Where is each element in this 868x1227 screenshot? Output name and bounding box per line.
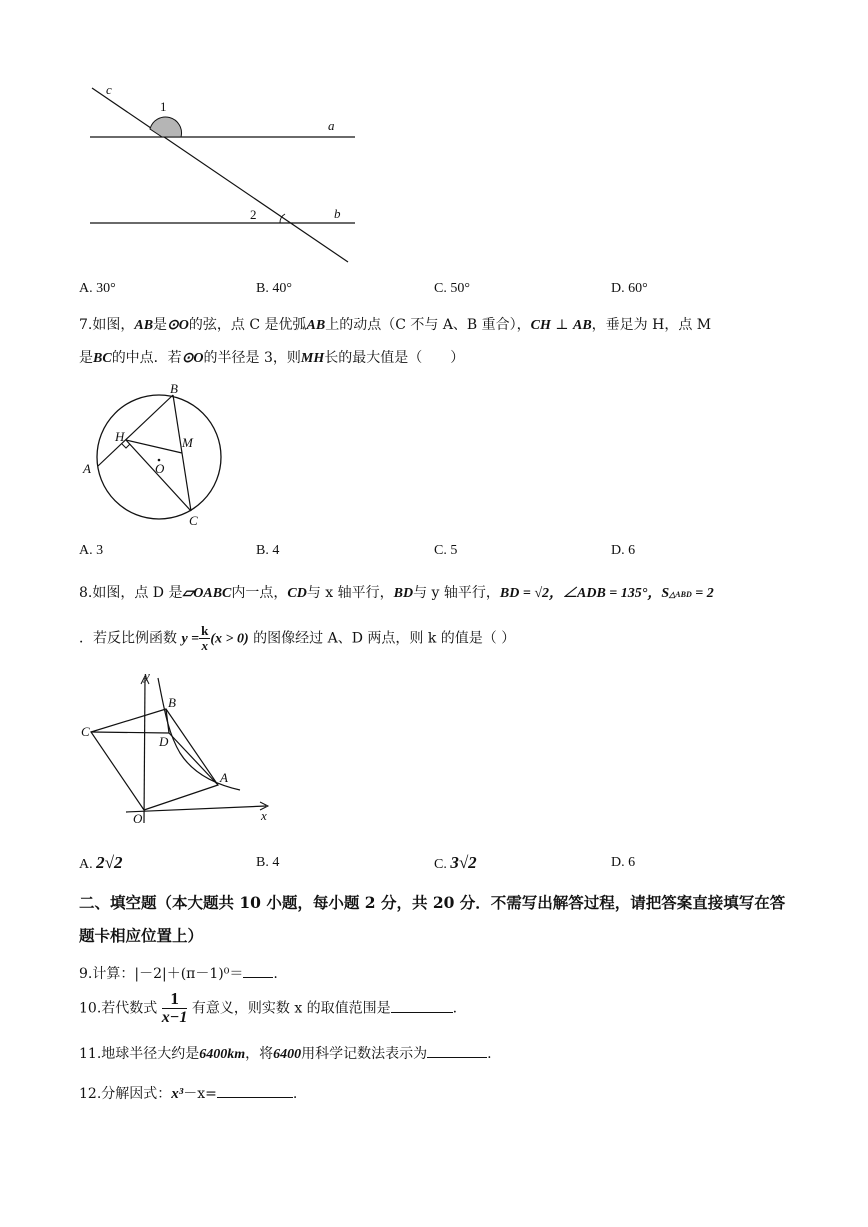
q6-option-b: B. 40° (256, 281, 292, 296)
parallelogram-oabc (91, 709, 218, 810)
q6-option-a: A. 30° (79, 281, 116, 296)
q7-option-a: A. 3 (79, 543, 104, 558)
figure-parallel-lines (80, 80, 370, 270)
segment-cd (91, 732, 169, 733)
label-y: y (144, 668, 150, 683)
q9: 9.计算：|－2|＋(π－1)⁰＝ . (79, 963, 278, 983)
q7-option-b: B. 4 (256, 543, 280, 558)
label-c: c (106, 82, 112, 97)
segment-hm (126, 440, 182, 453)
q11-blank[interactable] (427, 1043, 487, 1058)
label-angle-1: 1 (160, 99, 167, 114)
label-x: x (261, 808, 267, 823)
q8-option-c: C. 3√2 (434, 853, 477, 872)
q8-line-1: 8.如图，点 D 是▱OABC内一点，CD与 x 轴平行，BD与 y 轴平行，BD = √2，∠ADB = 135°，S△ABD = 2 (79, 585, 714, 601)
label-D: D (159, 734, 169, 749)
figure-coordinate (78, 668, 278, 828)
q8-option-d: D. 6 (611, 855, 636, 870)
q8-option-b: B. 4 (256, 855, 280, 870)
label-A: A (220, 770, 228, 785)
label-B: B (170, 381, 178, 396)
label-M: M (182, 435, 193, 450)
q10-blank[interactable] (391, 998, 453, 1013)
q6-option-d: D. 60° (611, 281, 648, 296)
label-O: O (133, 811, 143, 826)
label-C: C (189, 513, 198, 528)
q10: 10.若代数式 $\frac{1}{x-1}$ 有意义，则实数 x 的取值范围是 . (79, 989, 458, 1026)
q12-blank[interactable] (217, 1083, 293, 1098)
label-A: A (83, 461, 91, 476)
label-O: O (155, 461, 165, 476)
label-a: a (328, 118, 335, 133)
angle-1-shade (150, 117, 182, 137)
section-2-heading: 二、填空题（本大题共 10 小题，每小题 2 分，共 20 分．不需写出解答过程，请把答案直接填写在答题卡相应位置上） (79, 893, 786, 945)
q7-option-c: C. 5 (434, 543, 458, 558)
label-C: C (81, 724, 90, 739)
right-angle-mark (122, 444, 130, 448)
q8-option-a: A. 2√2 (79, 853, 123, 872)
q12: 12.分解因式：x³－x= . (79, 1083, 297, 1103)
circle-o (97, 395, 221, 519)
q7-option-d: D. 6 (611, 543, 636, 558)
label-b: b (334, 206, 341, 221)
label-H: H (115, 429, 125, 444)
chord-ab (98, 395, 173, 466)
q8-line-2: ．若反比例函数 y = $\frac{k}{x}$ (x > 0) 的图像经过 A、D 两点，则 k 的值是（ ） (79, 623, 516, 653)
q6-option-c: C. 50° (434, 281, 470, 296)
q7-line-1: 7.如图，AB是⊙O的弦，点 C 是优弧AB上的动点（C 不与 A、B 重合），CH ⊥ AB，垂足为 H，点 M (79, 317, 712, 333)
q7-line-2: 是BC的中点．若⊙O的半径是 3，则MH长的最大值是（ ） (79, 350, 465, 366)
segment-da (169, 733, 218, 785)
line-c (92, 88, 348, 262)
q11: 11.地球半径大约是6400km，将6400用科学记数法表示为 . (79, 1043, 492, 1063)
y-axis (144, 678, 145, 823)
q9-blank[interactable] (243, 963, 273, 978)
figure-circle (78, 380, 228, 530)
label-B: B (168, 695, 176, 710)
label-angle-2: 2 (250, 207, 257, 222)
